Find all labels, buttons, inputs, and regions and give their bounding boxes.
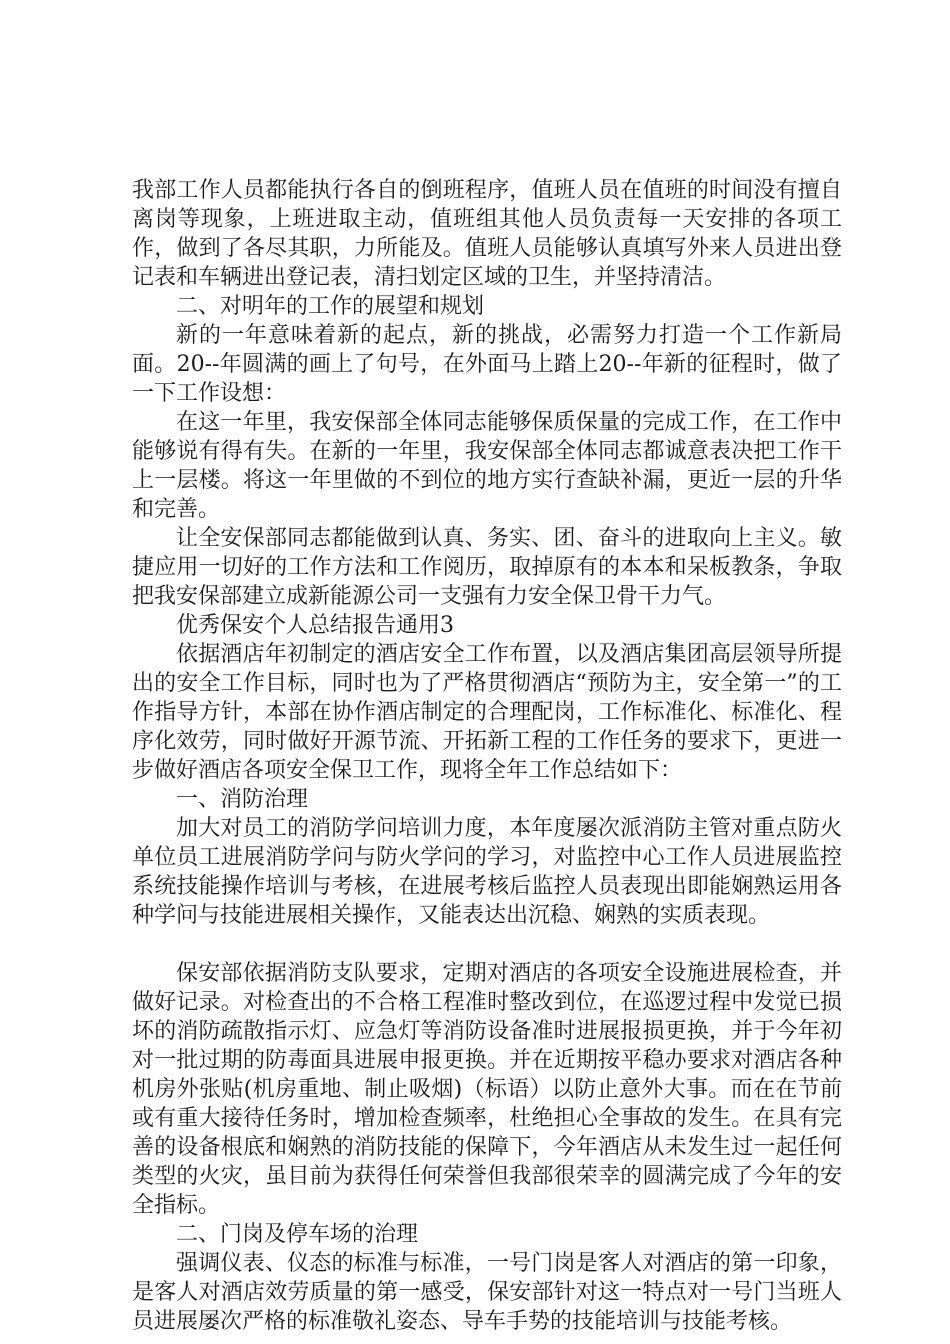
paragraph-duty-shift: 我部工作人员都能执行各自的倒班程序，值班人员在值班的时间没有擅自离岗等现象，上班进取主动，值班组其他人员负责每一天安排的各项工作，做到了各尽其职，力所能及。值班人员能够认真填写外来人员进出登记表和车辆进出登记表，清扫划定区域的卫生，并坚持清洁。 — [132, 178, 842, 290]
paragraph-gate-etiquette: 强调仪表、仪态的标准与标准，一号门岗是客人对酒店的第一印象，是客人对酒店效劳质量的第一感受，保安部针对这一特点对一号门当班人员进展屡次严格的标准敬礼姿态、导车手势的技能培训与技能考核。 — [132, 1251, 842, 1334]
paragraph-all-staff: 让全安保部同志都能做到认真、务实、团、奋斗的进取向上主义。敏捷应用一切好的工作方法和工作阅历，取掉原有的本本和呆板教条，争取把我安保部建立成新能源公司一支强有力安全保卫骨干力气。 — [132, 526, 842, 609]
blank-line — [132, 930, 842, 959]
paragraph-new-year: 新的一年意味着新的起点，新的挑战，必需努力打造一个工作新局面。20--年圆满的画上了句号，在外面马上踏上20--年新的征程时，做了一下工作设想： — [132, 323, 842, 406]
section-title-report-3: 优秀保安个人总结报告通用3 — [176, 613, 454, 638]
paragraph-fire-training: 加大对员工的消防学问培训力度，本年度屡次派消防主管对重点防火单位员工进展消防学问与防火学问的学习，对监控中心工作人员进展监控系统技能操作培训与考核，在进展考核后监控人员表现出即能娴熟运用各种学问与技能进展相关操作，又能表达出沉稳、娴熟的实质表现。 — [132, 816, 842, 928]
paragraph-this-year: 在这一年里，我安保部全体同志能够保质保量的完成工作，在工作中能够说有得有失。在新的一年里，我安保部全体同志都诚意表决把工作干上一层楼。将这一年里做的不到位的地方实行查缺补漏，更近一层的升华和完善。 — [132, 410, 842, 522]
heading-next-year-plan: 二、对明年的工作的展望和规划 — [176, 294, 485, 319]
document-body — [132, 176, 842, 1336]
heading-fire-management: 一、消防治理 — [176, 787, 309, 812]
heading-gate-parking: 二、门岗及停车场的治理 — [176, 1222, 419, 1247]
paragraph-fire-inspection: 保安部依据消防支队要求，定期对酒店的各项安全设施进展检查，并做好记录。对检查出的不合格工程准时整改到位，在巡逻过程中发觉已损坏的消防疏散指示灯、应急灯等消防设备准时进展报损更换，并于今年初对一批过期的防毒面具进展申报更换。并在近期按平稳办要求对酒店各种机房外张贴(机房重地、制止吸烟)（标语）以防止意外大事。而在在节前或有重大接待任务时，增加检查频率，杜绝担心全事故的发生。在具有完善的设备根底和娴熟的消防技能的保障下，今年酒店从未发生过一起任何类型的火灾，虽目前为获得任何荣誉但我部很荣幸的圆满完成了今年的安全指标。 — [132, 961, 842, 1218]
paragraph-hotel-intro: 依据酒店年初制定的酒店安全工作布置，以及酒店集团高层领导所提出的安全工作目标，同时也为了严格贯彻酒店“预防为主，安全第一”的工作指导方针，本部在协作酒店制定的合理配岗，工作标准化、标准化、程序化效劳，同时做好开源节流、开拓新工程的工作任务的要求下，更进一步做好酒店各项安全保卫工作，现将全年工作总结如下： — [132, 642, 842, 783]
